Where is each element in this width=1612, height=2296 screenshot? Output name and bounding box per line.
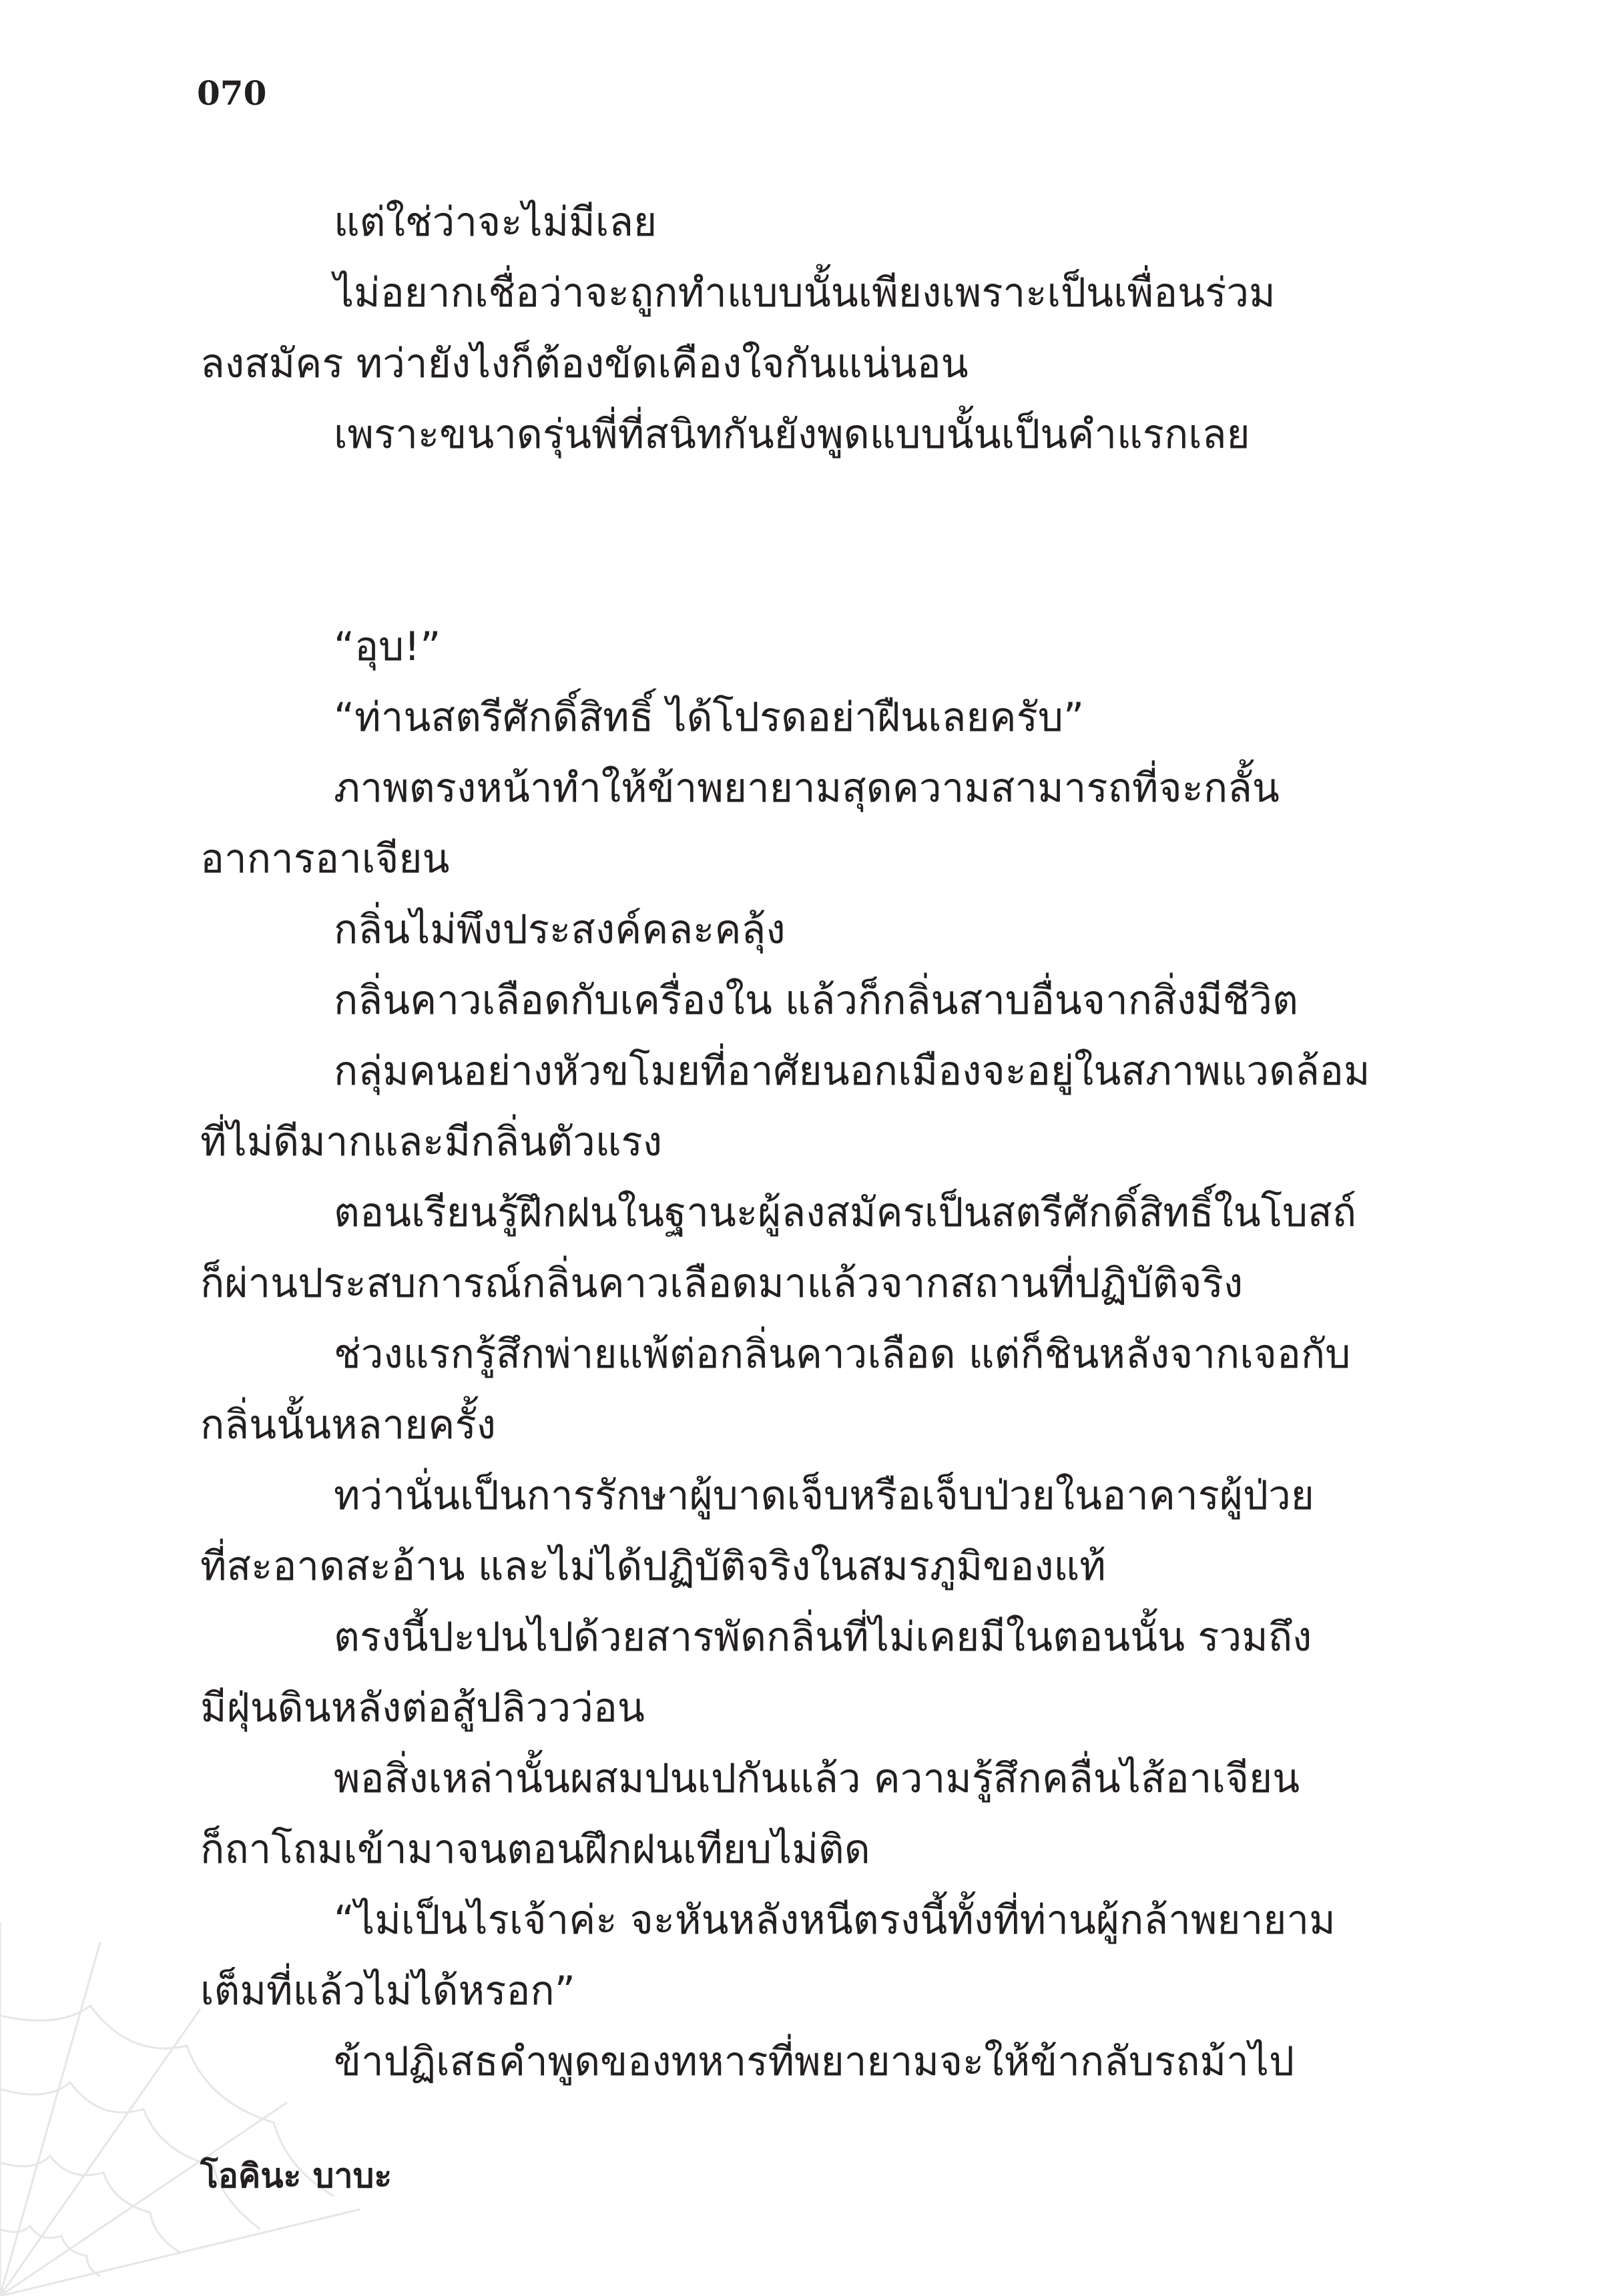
text-line: มีฝุ่นดินหลังต่อสู้ปลิววว่อน bbox=[200, 1685, 645, 1731]
paragraph bbox=[200, 1036, 1408, 1177]
paragraph bbox=[200, 894, 1408, 965]
text-line: “ไม่เป็นไรเจ้าค่ะ จะหันหลังหนีตรงนี้ทั้งที่ท่านผู้กล้าพยายาม bbox=[334, 1897, 1336, 1944]
text-line: ตรงนี้ปะปนไปด้วยสารพัดกลิ่นที่ไม่เคยมีในตอนนั้น รวมถึง bbox=[334, 1614, 1312, 1661]
paragraph bbox=[200, 1885, 1408, 2026]
text-line: เพราะขนาดรุ่นพี่ที่สนิทกันยังพูดแบบนั้นเป็นคำแรกเลย bbox=[334, 411, 1250, 458]
text-line: ที่ไม่ดีมากและมีกลิ่นตัวแรง bbox=[200, 1119, 662, 1165]
text-line: “อุบ!” bbox=[334, 623, 441, 670]
paragraph bbox=[200, 1743, 1408, 1885]
text-line: กลิ่นคาวเลือดกับเครื่องใน แล้วก็กลิ่นสาบอื่นจากสิ่งมีชีวิต bbox=[334, 977, 1298, 1024]
text-line: ที่สะอาดสะอ้าน และไม่ได้ปฏิบัติจริงในสมรภูมิของแท้ bbox=[200, 1543, 1106, 1590]
text-line: ลงสมัคร ทว่ายังไงก็ต้องขัดเคืองใจกันแน่นอน bbox=[200, 340, 969, 387]
page-number: 070 bbox=[197, 73, 267, 113]
scene-break bbox=[200, 470, 1408, 611]
paragraph bbox=[200, 1602, 1408, 1743]
paragraph bbox=[200, 753, 1408, 894]
paragraph bbox=[200, 682, 1408, 753]
chapter-body bbox=[200, 187, 1408, 2097]
paragraph bbox=[200, 1319, 1408, 1460]
paragraph bbox=[200, 258, 1408, 399]
author-footer: โอคินะ บาบะ bbox=[200, 2157, 392, 2195]
text-line: พอสิ่งเหล่านั้นผสมปนเปกันแล้ว ความรู้สึกคลื่นไส้อาเจียน bbox=[334, 1755, 1300, 1802]
paragraph bbox=[200, 1177, 1408, 1319]
text-line: แต่ใช่ว่าจะไม่มีเลย bbox=[334, 199, 657, 246]
text-line: ทว่านั่นเป็นการรักษาผู้บาดเจ็บหรือเจ็บป่วยในอาคารผู้ป่วย bbox=[334, 1472, 1314, 1519]
text-line: กลุ่มคนอย่างหัวขโมยที่อาศัยนอกเมืองจะอยู่ในสภาพแวดล้อม bbox=[334, 1048, 1370, 1095]
paragraph bbox=[200, 1460, 1408, 1602]
paragraph bbox=[200, 187, 1408, 258]
text-line: อาการอาเจียน bbox=[200, 836, 450, 882]
text-line: ข้าปฏิเสธคำพูดของทหารที่พยายามจะให้ข้ากลับรถม้าไป bbox=[334, 2038, 1295, 2085]
text-line: ก็ผ่านประสบการณ์กลิ่นคาวเลือดมาแล้วจากสถานที่ปฏิบัติจริง bbox=[200, 1260, 1244, 1307]
paragraph bbox=[200, 611, 1408, 682]
text-line: ภาพตรงหน้าทำให้ข้าพยายามสุดความสามารถที่จะกลั้น bbox=[334, 765, 1280, 812]
text-line: กลิ่นนั้นหลายครั้ง bbox=[200, 1402, 496, 1448]
paragraph bbox=[200, 399, 1408, 470]
paragraph bbox=[200, 2026, 1408, 2097]
text-line: กลิ่นไม่พึงประสงค์คละคลุ้ง bbox=[334, 906, 786, 953]
text-line: ก็ถาโถมเข้ามาจนตอนฝึกฝนเทียบไม่ติด bbox=[200, 1826, 870, 1873]
text-line: “ท่านสตรีศักดิ์สิทธิ์ ได้โปรดอย่าฝืนเลยครับ” bbox=[334, 694, 1085, 741]
text-line: ตอนเรียนรู้ฝึกฝนในฐานะผู้ลงสมัครเป็นสตรีศักดิ์สิทธิ์ในโบสถ์ bbox=[334, 1189, 1357, 1236]
text-line: ไม่อยากเชื่อว่าจะถูกทำแบบนั้นเพียงเพราะเป็นเพื่อนร่วม bbox=[334, 270, 1276, 316]
text-line: เต็มที่แล้วไม่ได้หรอก” bbox=[200, 1968, 575, 2014]
paragraph bbox=[200, 965, 1408, 1036]
text-line: ช่วงแรกรู้สึกพ่ายแพ้ต่อกลิ่นคาวเลือด แต่ก็ชินหลังจากเจอกับ bbox=[334, 1331, 1351, 1378]
